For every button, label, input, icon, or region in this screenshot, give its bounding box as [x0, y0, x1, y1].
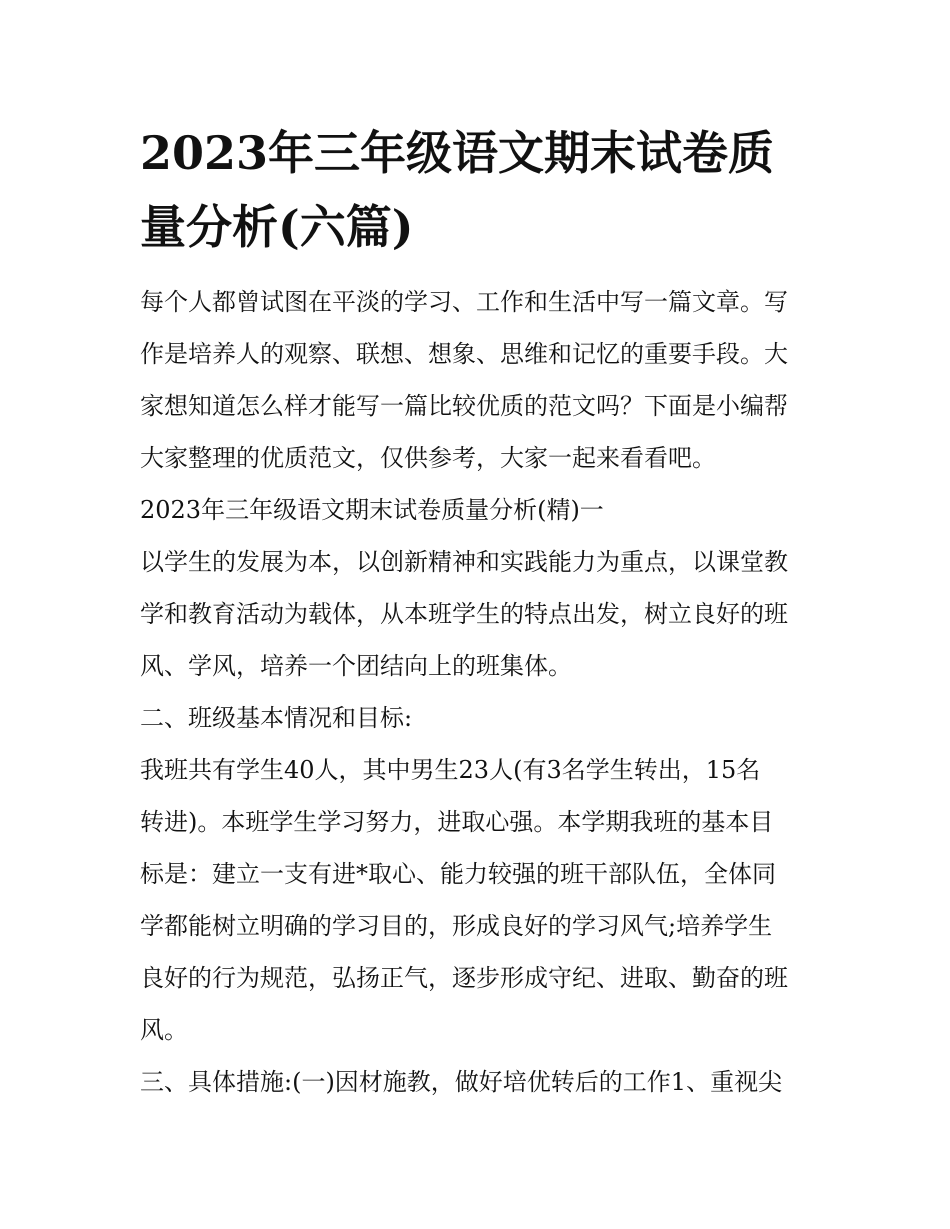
text-line: 三、具体措施:(一)因材施教，做好培优转后的工作1、重视尖: [140, 1068, 783, 1096]
subsection-heading: [140, 696, 820, 748]
text-line: 学和教育活动为载体，从本班学生的特点出发，树立良好的班: [140, 600, 788, 628]
subsection-heading: [140, 1060, 820, 1112]
text-line: 风。: [140, 1016, 188, 1044]
document-body: [140, 280, 820, 1112]
text-line: 转进)。本班学生学习努力，进取心强。本学期我班的基本目: [140, 808, 774, 836]
text-line: 每个人都曾试图在平淡的学习、工作和生活中写一篇文章。写: [140, 288, 788, 316]
text-line: 风、学风，培养一个团结向上的班集体。: [140, 652, 572, 680]
text-line: 学都能树立明确的学习目的，形成良好的学习风气;培养学生: [140, 912, 773, 940]
text-line: 我班共有学生40人，其中男生23人(有3名学生转出，15名: [140, 756, 761, 784]
text-line: 标是：建立一支有进*取心、能力较强的班干部队伍，全体同: [140, 860, 776, 888]
section-heading: [140, 488, 820, 540]
text-line: 良好的行为规范，弘扬正气，逐步形成守纪、进取、勤奋的班: [140, 964, 788, 992]
text-line: 大家整理的优质范文，仅供参考，大家一起来看看吧。: [140, 444, 716, 472]
document-title: [140, 116, 820, 264]
text-line: 2023年三年级语文期末试卷质量分析(精)一: [140, 496, 604, 524]
text-line: 家想知道怎么样才能写一篇比较优质的范文吗？下面是小编帮: [140, 392, 788, 420]
intro-paragraph: [140, 280, 820, 488]
title-line: 2023年三年级语文期末试卷质: [140, 126, 775, 180]
body-paragraph: [140, 540, 820, 696]
title-line: 量分析(六篇): [140, 200, 414, 254]
text-line: 二、班级基本情况和目标:: [140, 704, 413, 732]
text-line: 以学生的发展为本，以创新精神和实践能力为重点，以课堂教: [140, 548, 788, 576]
body-paragraph: [140, 748, 820, 1060]
text-line: 作是培养人的观察、联想、想象、思维和记忆的重要手段。大: [140, 340, 788, 368]
